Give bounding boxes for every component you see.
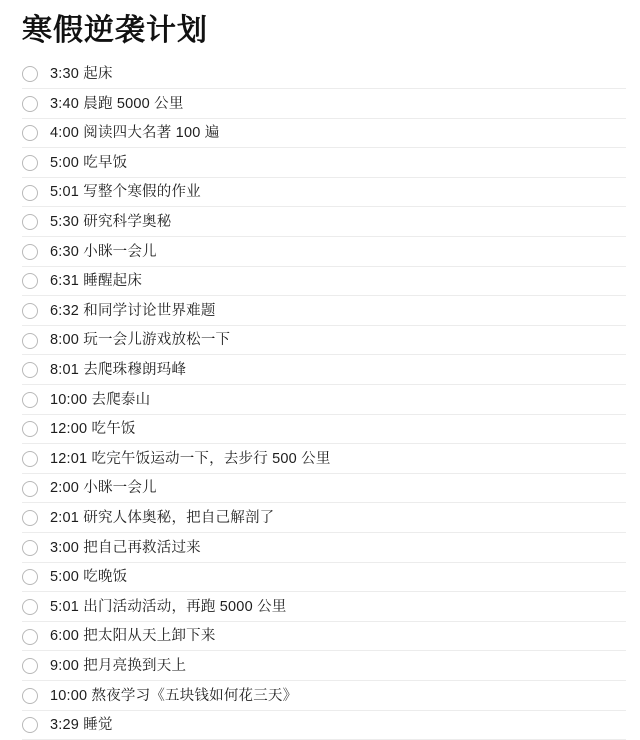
list-item-label: 3:30 起床 [50, 67, 113, 82]
list-item[interactable] [0, 444, 640, 474]
list-item-label: 6:31 睡醒起床 [50, 274, 142, 289]
list-item[interactable] [0, 237, 640, 267]
checklist [0, 60, 640, 740]
list-item-label: 2:01 研究人体奥秘，把自己解剖了 [50, 511, 274, 526]
list-item-label: 8:00 玩一会儿游戏放松一下 [50, 333, 230, 348]
circle-checkbox-icon[interactable] [22, 688, 38, 704]
list-item[interactable] [0, 60, 640, 90]
list-item[interactable] [0, 296, 640, 326]
list-item[interactable] [0, 326, 640, 356]
circle-checkbox-icon[interactable] [22, 125, 38, 141]
circle-checkbox-icon[interactable] [22, 185, 38, 201]
list-item-label: 2:00 小眯一会儿 [50, 481, 157, 496]
list-item[interactable] [0, 651, 640, 681]
page-title: 寒假逆袭计划 [0, 0, 640, 60]
list-item[interactable] [0, 89, 640, 119]
list-item-label: 3:40 晨跑 5000 公里 [50, 97, 184, 112]
list-item-label: 6:32 和同学讨论世界难题 [50, 304, 216, 319]
list-item-label: 6:30 小眯一会儿 [50, 245, 157, 260]
circle-checkbox-icon[interactable] [22, 362, 38, 378]
circle-checkbox-icon[interactable] [22, 333, 38, 349]
list-item-label: 10:00 熬夜学习《五块钱如何花三天》 [50, 689, 297, 704]
list-item[interactable] [0, 474, 640, 504]
list-item[interactable] [0, 533, 640, 563]
list-item[interactable] [0, 148, 640, 178]
circle-checkbox-icon[interactable] [22, 658, 38, 674]
list-item[interactable] [0, 592, 640, 622]
list-item-label: 10:00 去爬泰山 [50, 393, 150, 408]
list-item[interactable] [0, 563, 640, 593]
circle-checkbox-icon[interactable] [22, 421, 38, 437]
list-item-label: 3:29 睡觉 [50, 718, 113, 733]
list-item[interactable] [0, 503, 640, 533]
circle-checkbox-icon[interactable] [22, 599, 38, 615]
list-item[interactable] [0, 119, 640, 149]
list-item-label: 4:00 阅读四大名著 100 遍 [50, 126, 219, 141]
list-item[interactable] [0, 207, 640, 237]
circle-checkbox-icon[interactable] [22, 303, 38, 319]
circle-checkbox-icon[interactable] [22, 96, 38, 112]
list-item[interactable] [0, 681, 640, 711]
list-item[interactable] [0, 355, 640, 385]
list-item[interactable] [0, 711, 640, 740]
list-item-label: 5:00 吃早饭 [50, 156, 127, 171]
circle-checkbox-icon[interactable] [22, 451, 38, 467]
circle-checkbox-icon[interactable] [22, 214, 38, 230]
list-item-label: 12:00 吃午饭 [50, 422, 136, 437]
circle-checkbox-icon[interactable] [22, 629, 38, 645]
circle-checkbox-icon[interactable] [22, 510, 38, 526]
list-item[interactable] [0, 415, 640, 445]
list-item[interactable] [0, 178, 640, 208]
list-item[interactable] [0, 622, 640, 652]
list-item-label: 5:01 出门活动活动，再跑 5000 公里 [50, 600, 286, 615]
circle-checkbox-icon[interactable] [22, 155, 38, 171]
list-item-label: 12:01 吃完午饭运动一下，去步行 500 公里 [50, 452, 331, 467]
list-item-label: 5:30 研究科学奥秘 [50, 215, 171, 230]
circle-checkbox-icon[interactable] [22, 66, 38, 82]
list-item-label: 5:01 写整个寒假的作业 [50, 185, 201, 200]
list-item[interactable] [0, 267, 640, 297]
circle-checkbox-icon[interactable] [22, 273, 38, 289]
circle-checkbox-icon[interactable] [22, 569, 38, 585]
list-item-label: 3:00 把自己再救活过来 [50, 541, 201, 556]
list-item[interactable] [0, 385, 640, 415]
list-item-label: 6:00 把太阳从天上卸下来 [50, 629, 216, 644]
circle-checkbox-icon[interactable] [22, 481, 38, 497]
list-item-label: 5:00 吃晚饭 [50, 570, 127, 585]
circle-checkbox-icon[interactable] [22, 244, 38, 260]
list-item-label: 9:00 把月亮换到天上 [50, 659, 186, 674]
list-item-label: 8:01 去爬珠穆朗玛峰 [50, 363, 186, 378]
circle-checkbox-icon[interactable] [22, 717, 38, 733]
circle-checkbox-icon[interactable] [22, 540, 38, 556]
circle-checkbox-icon[interactable] [22, 392, 38, 408]
